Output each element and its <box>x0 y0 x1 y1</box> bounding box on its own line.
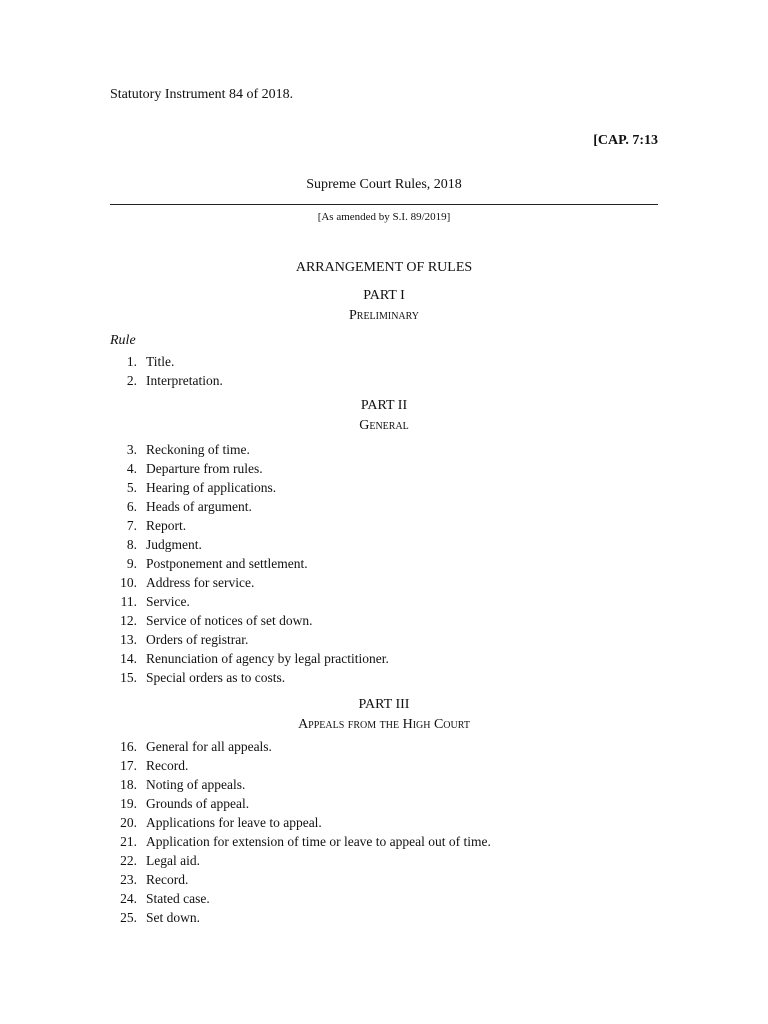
list-item <box>110 813 658 832</box>
list-item <box>110 737 658 756</box>
rule-number: 19. <box>120 796 137 811</box>
part-1-subtitle: Preliminary <box>348 308 419 323</box>
list-item <box>110 889 658 908</box>
list-item <box>110 352 658 371</box>
rule-number: 25. <box>120 910 137 925</box>
rule-column-label: Rule <box>110 333 136 348</box>
rule-number: 15. <box>120 670 137 685</box>
part-1-heading: PART I <box>363 288 405 303</box>
rule-number: 10. <box>120 575 137 590</box>
document-title: Supreme Court Rules, 2018 <box>306 177 462 192</box>
list-item <box>110 554 658 573</box>
rule-title: Postponement and settlement. <box>146 556 308 571</box>
rule-number: 11. <box>120 594 137 609</box>
rule-number: 8. <box>126 537 137 552</box>
rule-number: 23. <box>120 872 137 887</box>
rule-number: 9. <box>126 556 137 571</box>
rule-number: 22. <box>120 853 137 868</box>
rule-number: 21. <box>120 834 137 849</box>
rule-title: Applications for leave to appeal. <box>146 815 322 830</box>
rule-title: Record. <box>146 758 189 773</box>
title-divider <box>110 204 658 205</box>
part-2-rule-list <box>110 440 658 687</box>
rule-title: Service of notices of set down. <box>146 613 313 628</box>
list-item <box>110 908 658 927</box>
list-item <box>110 832 658 851</box>
rule-title: Orders of registrar. <box>146 632 249 647</box>
part-3-rule-list <box>110 737 658 927</box>
rule-title: Heads of argument. <box>146 499 252 514</box>
statutory-instrument-line: Statutory Instrument 84 of 2018. <box>110 87 294 102</box>
rule-number: 13. <box>120 632 137 647</box>
rule-title: General for all appeals. <box>146 739 272 754</box>
part-3-subtitle: Appeals from the High Court <box>298 717 470 732</box>
list-item <box>110 371 658 390</box>
rule-title: Reckoning of time. <box>146 442 250 457</box>
list-item <box>110 870 658 889</box>
list-item <box>110 459 658 478</box>
rule-number: 14. <box>120 651 137 666</box>
list-item <box>110 535 658 554</box>
rule-number: 2. <box>126 373 137 388</box>
list-item <box>110 668 658 687</box>
rule-number: 24. <box>120 891 137 906</box>
rule-number: 17. <box>120 758 137 773</box>
part-1-rule-list <box>110 352 658 390</box>
part-2-subtitle: General <box>359 418 409 433</box>
rule-title: Application for extension of time or leave to appeal out of time. <box>146 834 491 849</box>
rule-number: 5. <box>126 480 137 495</box>
arrangement-heading: ARRANGEMENT OF RULES <box>295 260 473 275</box>
rule-title: Title. <box>146 354 175 369</box>
amendment-note: [As amended by S.I. 89/2019] <box>317 211 451 223</box>
list-item <box>110 630 658 649</box>
rule-number: 18. <box>120 777 137 792</box>
rule-title: Departure from rules. <box>146 461 263 476</box>
part-3-heading: PART III <box>358 697 410 712</box>
part-2-heading: PART II <box>360 398 408 413</box>
rule-title: Record. <box>146 872 189 887</box>
rule-number: 3. <box>126 442 137 457</box>
rule-number: 1. <box>126 354 137 369</box>
rule-number: 6. <box>126 499 137 514</box>
rule-title: Stated case. <box>146 891 210 906</box>
list-item <box>110 497 658 516</box>
chapter-reference: [CAP. 7:13 <box>593 133 658 148</box>
rule-number: 16. <box>120 739 137 754</box>
rule-title: Renunciation of agency by legal practitioner. <box>146 651 389 666</box>
rule-title: Interpretation. <box>146 373 223 388</box>
rule-title: Service. <box>146 594 190 609</box>
list-item <box>110 440 658 459</box>
rule-number: 12. <box>120 613 137 628</box>
list-item <box>110 592 658 611</box>
rule-title: Grounds of appeal. <box>146 796 250 811</box>
list-item <box>110 573 658 592</box>
list-item <box>110 794 658 813</box>
rule-title: Set down. <box>146 910 200 925</box>
list-item <box>110 756 658 775</box>
rule-title: Noting of appeals. <box>146 777 246 792</box>
list-item <box>110 775 658 794</box>
rule-number: 4. <box>126 461 137 476</box>
list-item <box>110 649 658 668</box>
rule-number: 20. <box>120 815 137 830</box>
list-item <box>110 851 658 870</box>
list-item <box>110 611 658 630</box>
rule-number: 7. <box>126 518 137 533</box>
list-item <box>110 516 658 535</box>
rule-title: Report. <box>146 518 187 533</box>
rule-title: Judgment. <box>146 537 202 552</box>
rule-title: Special orders as to costs. <box>146 670 286 685</box>
rule-title: Address for service. <box>146 575 255 590</box>
list-item <box>110 478 658 497</box>
rule-title: Hearing of applications. <box>146 480 277 495</box>
rule-title: Legal aid. <box>146 853 200 868</box>
